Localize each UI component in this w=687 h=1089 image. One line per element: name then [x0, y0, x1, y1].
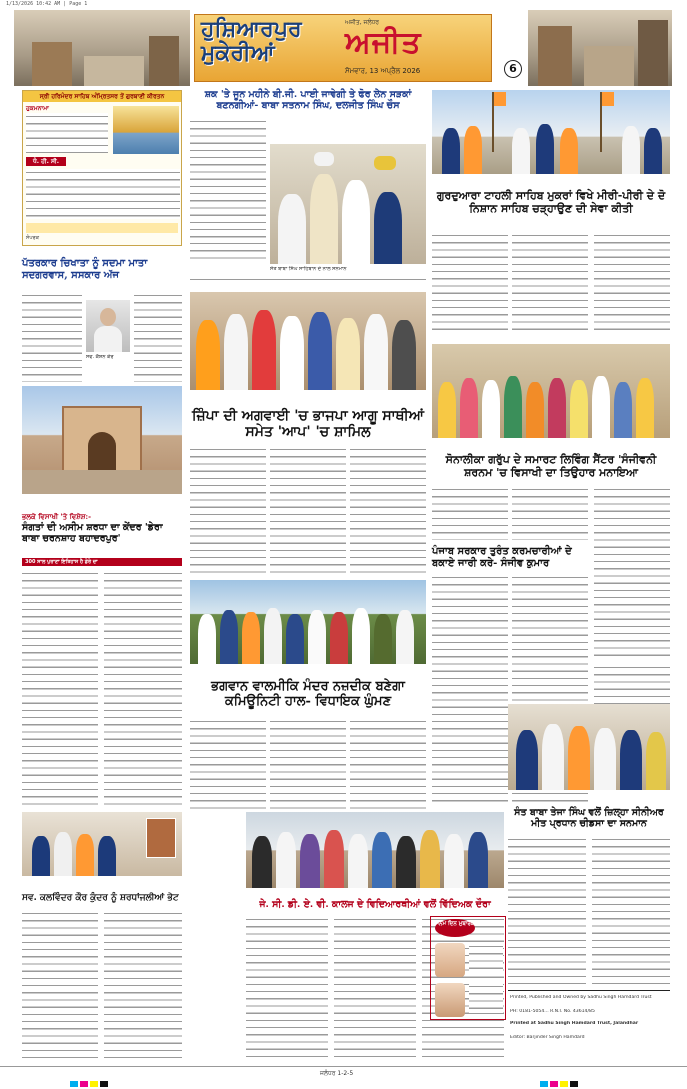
- dera-photo: [22, 386, 182, 494]
- print-slug: 1/13/2026 10:42 AM | Page 1: [6, 1, 88, 7]
- birthday-heading: ਜਨਮ ਦਿਨ ਮੁਬਾਰਕ: [435, 919, 475, 937]
- sonalika-headline: ਸੋਨਾਲੀਕਾ ਗਰੁੱਪ ਦੇ ਸਮਾਰਟ ਲਿਵਿੰਗ ਸੈਂਟਰ 'ਸੰਜੀਵਨੀ ਸ਼ਰਨਮ 'ਚ ਵਿਸਾਖੀ ਦਾ ਤਿਉਹਾਰ ਮਨਾਇਆ: [445, 453, 657, 479]
- obituary-caption: ਸਵ. ਕੈਸ਼ਨ ਕੌਰ: [86, 354, 114, 360]
- ad-footer: ਸੰਪਰਕ: [26, 235, 40, 241]
- bjp-photo: [190, 292, 426, 390]
- imprint-line-3: Printed at Sadhu Singh Hamdard Trust, Jalandhar: [510, 1021, 639, 1026]
- imprint-box: [508, 990, 670, 1060]
- ad-heading: ਸ੍ਰੀ ਹਰਿਮੰਦਰ ਸਾਹਿਬ ਅੰਮ੍ਰਿਤਸਰ ਤੋਂ ਗੁਰਬਾਣੀ ਕੀਰਤਨ: [23, 91, 181, 102]
- footer-page-label: ਜਲੰਧਰ 1-2-5: [320, 1070, 354, 1077]
- tribute-photo: [22, 812, 182, 876]
- baisakhi-tagline: 300 ਸਾਲ ਪੁਰਾਣਾ ਇਤਿਹਾਸ ਹੈ ਡੇਰੇ ਦਾ: [22, 558, 182, 566]
- imprint-line-4: Editor: Barjinder Singh Hamdard: [510, 1035, 585, 1040]
- obituary-headline: ਪੱਤਰਕਾਰ ਚਿਖਾਤਾ ਨੂੰ ਸਦਮਾ ਮਾਤਾ ਸਦਗਰਵਾਸ, ਸਸਕਾਰ ਅੱਜ: [22, 258, 148, 281]
- imprint-line-1: Printed, Published and Owned by Sadhu Singh Hamdard Trust: [510, 995, 652, 1000]
- masthead-right-photo: [528, 10, 672, 86]
- valmiki-headline: ਭਗਵਾਨ ਵਾਲਮੀਕਿ ਮੰਦਰ ਨਜ਼ਦੀਕ ਬਣੇਗਾ ਕਮਿਊਨਿਟੀ ਹਾਲ- ਵਿਧਾਇਕ ਘੁੰਮਣ: [211, 679, 405, 709]
- tribute-headline: ਸਵ. ਕਲਵਿੰਦਰ ਕੌਰ ਕੁੰਦਰ ਨੂੰ ਸ਼ਰਧਾਂਜਲੀਆਂ ਭੇਟ: [22, 893, 179, 903]
- sant-headline: ਸੰਤ ਬਾਬਾ ਤੇਜਾ ਸਿੰਘ ਵਲੋਂ ਜ਼ਿਲ੍ਹਾ ਸੀਨੀਅਰ ਮੀਤ ਪ੍ਰਧਾਨ ਚੀਡਸਾ ਦਾ ਸਨਮਾਨ: [514, 807, 664, 829]
- gurdwara-photo: [432, 90, 670, 174]
- punjab-headline: ਪੰਜਾਬ ਸਰਕਾਰ ਤੁਰੰਤ ਕਰਮਚਾਰੀਆਂ ਦੇ ਬਕਾਏ ਜਾਰੀ ਕਰੇ- ਸੰਜੀਵ ਕੁਮਾਰ: [432, 546, 572, 569]
- masthead-brand: ਅਜੀਤ: [345, 25, 422, 60]
- masthead-supplement: ਅਜੀਤ, ਜਲੰਧਰ: [345, 19, 380, 26]
- birthday-photo-1: [435, 943, 465, 977]
- masthead-title-block: [194, 14, 492, 82]
- golden-temple-photo: [113, 106, 179, 154]
- top-center-caption: ਸੰਤ ਬਾਬਾ ਸਿੰਘ ਸਾਹਿਬਾਨ ਦੇ ਨਾਲ ਸਨਮਾਨ: [270, 266, 347, 272]
- sonalika-photo: [432, 344, 670, 438]
- imprint-line-2: PH: 0181-5054... R.N.I. No. 43614/85: [510, 1009, 595, 1014]
- masthead-date: ਸੋਮਵਾਰ, 13 ਅਪ੍ਰੈਲ 2026: [345, 67, 421, 75]
- birthday-box: [430, 916, 506, 1020]
- masthead-left-photo: [14, 10, 190, 86]
- birthday-photo-2: [435, 983, 465, 1017]
- baisakhi-kicker: ਭਲਕੇ ਵਿਸਾਖੀ 'ਤੇ ਵਿਸ਼ੇਸ਼:-: [22, 512, 92, 521]
- dav-headline: ਜੇ. ਸੀ. ਡੀ. ਏ. ਵੀ. ਕਾਲਜ ਦੇ ਵਿਦਿਆਰਥੀਆਂ ਵਲੋਂ ਵਿੱਦਿਅਕ ਦੌਰਾ: [259, 899, 491, 910]
- top-center-headline: ਸ਼ਕ 'ਤੇ ਜੂਨ ਮਹੀਨੇ ਬੀ.ਜੀ. ਪਾਈ ਜਾਵੇਗੀ ਤੇ ਫੋਰ ਲੇਨ ਸੜਕਾਂ ਬਣਨਗੀਆਂ- ਬਾਬਾ ਸਤਨਾਮ ਸਿੰਘ, ਦਲਜੀਤ ਸਿੰਘ ਚੌਸ: [204, 89, 412, 111]
- bjp-headline: ਜ਼ਿੰਪਾ ਦੀ ਅਗਵਾਈ 'ਚ ਭਾਜਪਾ ਆਗੂ ਸਾਥੀਆਂ ਸਮੇਤ 'ਆਪ' 'ਚ ਸ਼ਾਮਿਲ: [191, 408, 425, 441]
- masthead-title: ਹੁਸ਼ਿਆਰਪੁਰ ਮੁਕੇਰੀਆਂ: [201, 16, 302, 66]
- baisakhi-headline: ਸੰਗਤਾਂ ਦੀ ਅਸੀਮ ਸ਼ਰਧਾ ਦਾ ਕੇਂਦਰ 'ਡੇਰਾ ਬਾਬਾ ਚਰਨਸ਼ਾਹ ਬਹਾਦਰਪੁਰ': [22, 522, 163, 544]
- valmiki-photo: [190, 580, 426, 664]
- masthead: [14, 10, 672, 86]
- sant-photo: [508, 704, 670, 790]
- top-center-photo: [270, 144, 426, 264]
- ad-label: ਹੁਕਮਨਾਮਾ: [26, 105, 49, 112]
- dav-photo: [246, 812, 504, 888]
- gurdwara-headline: ਗੁਰਦੁਆਰਾ ਟਾਹਲੀ ਸਾਹਿਬ ਮੁਕਰਾਂ ਵਿਖੇ ਮੀਰੀ-ਪੀਰੀ ਦੇ ਦੋ ਨਿਸ਼ਾਨ ਸਾਹਿਬ ਚੜ੍ਹਾਉਣ ਦੀ ਸੇਵਾ ਕੀਤੀ: [436, 189, 666, 215]
- page-number: 6: [504, 60, 522, 78]
- obituary-photo: [86, 300, 130, 352]
- advertisement-box: [22, 90, 182, 246]
- ad-subhead: ਧੰ. ਹੀ. ਸੀ.: [26, 157, 66, 166]
- color-registration-bar-right: [540, 1081, 578, 1087]
- color-registration-bar: [70, 1081, 108, 1087]
